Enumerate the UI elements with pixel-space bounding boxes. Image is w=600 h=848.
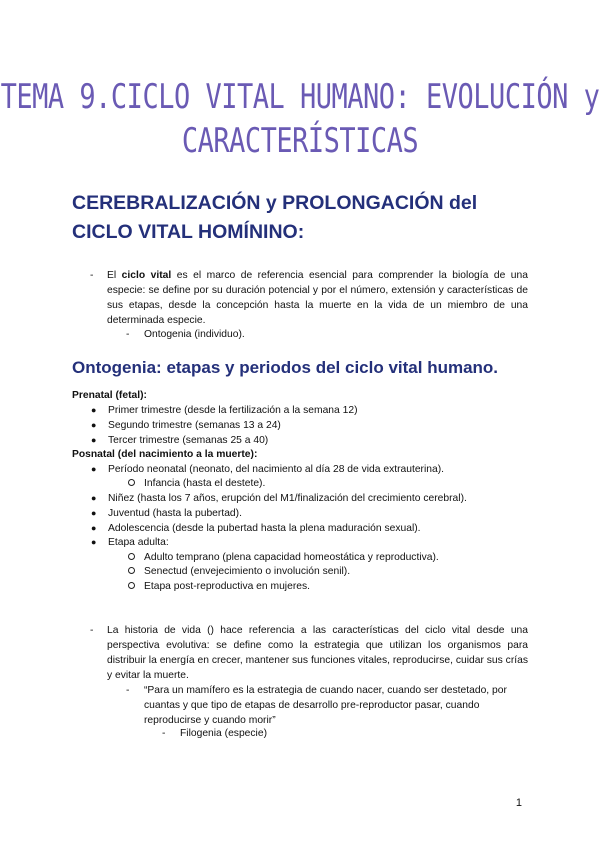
bullet-dot-icon: ●	[91, 435, 97, 445]
bullet-circle-icon	[128, 553, 135, 560]
list-item: Juventud (hasta la pubertad).	[108, 508, 242, 519]
bullet-circle-icon	[128, 479, 135, 486]
list-item: Adulto temprano (plena capacidad homeostática y reproductiva).	[144, 552, 439, 563]
dash-bullet: -	[90, 625, 94, 636]
bullet-dot-icon: ●	[91, 464, 97, 474]
bullet-dot-icon: ●	[91, 537, 97, 547]
dash-bullet: -	[126, 329, 130, 340]
list-item: Segundo trimestre (semanas 13 a 24)	[108, 420, 281, 431]
document-title-line-1: TEMA 9.CICLO VITAL HUMANO: EVOLUCIÓN y	[0, 78, 600, 117]
label-prenatal: Prenatal (fetal):	[72, 390, 147, 401]
bullet-circle-icon	[128, 582, 135, 589]
dash-bullet: -	[90, 270, 94, 281]
paragraph-text: es el marco de referencia esencial para comprender la biología de una especie: se define por su duración potencial y por el número, extensión y características de sus etapas, desde la concepción hasta la muerte en la vida de un miembro de una determinada especie.	[107, 270, 528, 326]
quote-mamifero: “Para un mamífero es la estrategia de cuando nacer, cuando ser destetado, por cuantas y que tipo de etapas de desarrollo pre-reproductor pasar, cuando reproducirse y cuando morir”	[144, 685, 507, 726]
section-heading-ontogenia: Ontogenia: etapas y periodos del ciclo vital humano.	[72, 358, 499, 377]
paragraph-bold-term: ciclo vital	[121, 270, 172, 281]
section-heading-cerebralizacion: CEREBRALIZACIÓN y PROLONGACIÓN del CICLO VITAL HOMÍNINO:	[72, 192, 478, 243]
list-item: Tercer trimestre (semanas 25 a 40)	[108, 435, 269, 446]
paragraph-ciclo-vital	[107, 268, 528, 328]
list-item: Primer trimestre (desde la fertilización a la semana 12)	[108, 405, 358, 416]
bullet-dot-icon: ●	[91, 420, 97, 430]
bullet-dot-icon: ●	[91, 493, 97, 503]
page-number: 1	[515, 797, 522, 809]
list-item: Infancia (hasta el destete).	[144, 478, 266, 489]
list-item: Período neonatal (neonato, del nacimiento al día 28 de vida extrauterina).	[108, 464, 445, 475]
list-item: Adolescencia (desde la pubertad hasta la plena maduración sexual).	[108, 523, 421, 534]
paragraph-text: El	[107, 270, 122, 281]
list-item: Niñez (hasta los 7 años, erupción del M1/finalización del crecimiento cerebral).	[108, 493, 467, 504]
sub-item-filogenia: Filogenia (especie)	[180, 728, 267, 739]
bullet-dot-icon: ●	[91, 508, 97, 518]
dash-bullet: -	[126, 685, 130, 696]
paragraph-historia-de-vida: La historia de vida () hace referencia a las características del ciclo vital desde una perspectiva evolutiva: se define como la estrategia que utilizan los organismos para distribuir la energía en crecer, mantener sus funciones vitales, reproducirse, cuidar sus crías y evitar la muerte.	[107, 625, 528, 681]
dash-bullet: -	[162, 728, 166, 739]
bullet-dot-icon: ●	[91, 523, 97, 533]
label-posnatal: Posnatal (del nacimiento a la muerte):	[72, 449, 258, 460]
bullet-circle-icon	[128, 567, 135, 574]
document-title-line-2: CARACTERÍSTICAS	[181, 122, 419, 161]
sub-item-ontogenia: Ontogenia (individuo).	[144, 329, 245, 340]
list-item: Senectud (envejecimiento o involución senil).	[144, 566, 351, 577]
bullet-dot-icon: ●	[91, 405, 97, 415]
list-item: Etapa adulta:	[108, 537, 169, 548]
list-item: Etapa post-reproductiva en mujeres.	[144, 581, 310, 592]
